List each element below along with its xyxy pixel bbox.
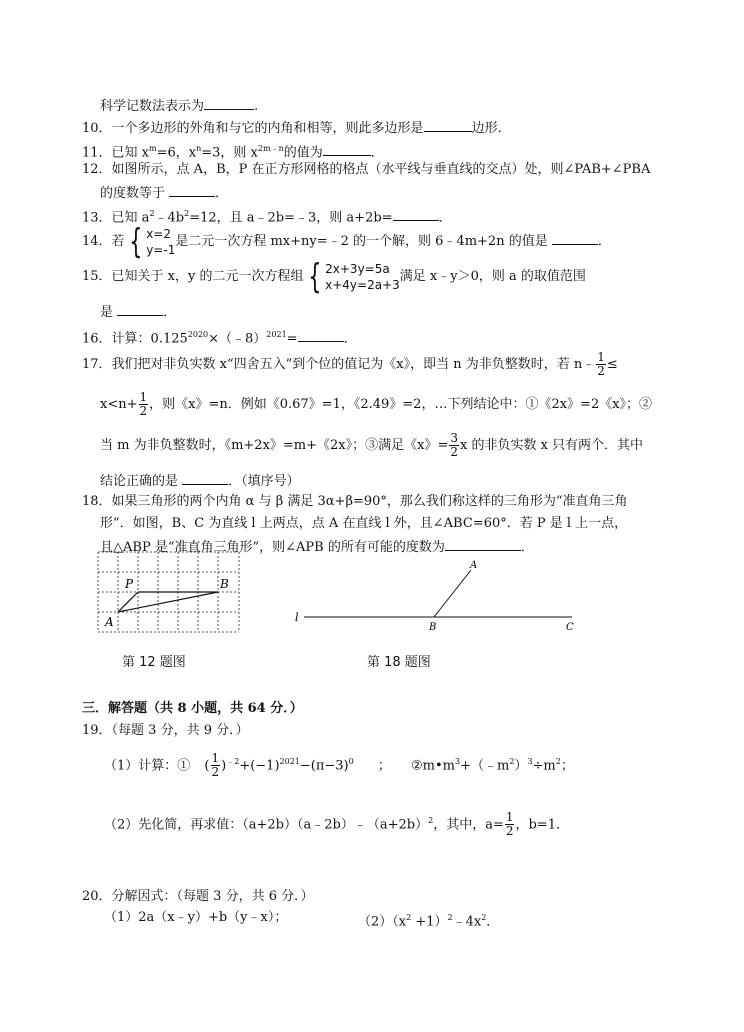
q14-num: 14．: [82, 234, 112, 249]
q19-p2-frac: [505, 811, 515, 838]
q19-sup-0: 0: [348, 757, 354, 766]
q18-line2: [100, 516, 627, 532]
q20-p2c: ﹣4x: [452, 914, 482, 930]
q14-post: 是二元一次方程 mx+ny=﹣2 的一个解，则 6﹣4m+2n 的值是: [175, 234, 548, 249]
q19-half: [211, 752, 221, 779]
q12-line1: [82, 162, 650, 178]
q11-end: ．: [370, 145, 384, 161]
q19-half-num: 1: [211, 751, 220, 766]
q19-head-text: （每题 3 分，共 9 分．）: [111, 723, 249, 738]
q14-blank[interactable]: [552, 232, 598, 245]
q18-blank[interactable]: [445, 538, 521, 551]
q16-text-a: 计算：0.125: [111, 331, 188, 347]
q19-p2-frac-num: 1: [505, 810, 514, 825]
q20-p2s1: 2: [406, 913, 412, 922]
q16-text-c: =: [286, 331, 298, 347]
q17-frac1-num: 1: [597, 350, 605, 364]
q19-p1b-a: ②m•m: [411, 758, 455, 774]
q11-sup1: m: [149, 144, 157, 153]
q16-sup2: 2021: [266, 330, 287, 339]
q15-num: 15．: [82, 269, 112, 284]
q19-part2: [104, 807, 569, 839]
q18-text-line3: 且△ABP 是“准直角三角形”，则∠APB 的所有可能的度数为: [100, 540, 445, 555]
q17-frac1: [596, 351, 606, 378]
q17-line1: [82, 351, 618, 378]
q17-text-l1b: ≤: [606, 357, 618, 372]
q17-frac2: [139, 391, 149, 418]
q19-p2-sup: 2: [428, 816, 434, 825]
brace-icon: {: [128, 221, 142, 262]
q20-part1: （1）2a（x﹣y）+b（y﹣x）；: [104, 910, 288, 925]
q10-text: 一个多边形的外角和与它的内角和相等，则此多边形是: [111, 121, 424, 136]
q17-text-l2a: x<n+: [100, 397, 138, 412]
q13-text-a: 已知 a: [111, 210, 150, 226]
q20-head: [82, 889, 314, 905]
q19-p1b-s2: 2: [509, 757, 515, 766]
q19-p1-label: （1）计算：①: [104, 758, 191, 774]
q17-text-l3a: 当 m 为非负整数时，《m+2x》=m+《2x》；③满足《x》=: [100, 438, 449, 453]
q17-frac3-den: 2: [450, 445, 458, 459]
q17-text-l2b: ，则《x》=n．例如《0.67》=1，《2.49》=2，…下列结论中：①《2x》=2《x》；②: [149, 397, 653, 412]
q17-line2: [100, 391, 652, 418]
q12-line2: [100, 184, 228, 202]
q11-text-a: 已知 x: [111, 145, 150, 161]
q12-end: ．: [215, 186, 229, 201]
q14-eq2: y=-1: [146, 242, 176, 257]
fig12-caption: 第 12 题图: [122, 655, 186, 670]
q15-post: 满足 x﹣y＞0，则 a 的取值范围: [399, 269, 586, 284]
q10-blank[interactable]: [424, 119, 472, 132]
fig12-grid-figure: [96, 550, 242, 634]
q13-sup2: 2: [184, 209, 190, 218]
q19-sup-neg2: ﹣2: [226, 757, 240, 766]
q17-text-l4: 结论正确的是: [100, 474, 179, 489]
q16-text-b: ×（﹣8）: [208, 331, 267, 347]
q19-p1b-e: ；: [560, 758, 574, 774]
q20-part2: [358, 910, 499, 930]
q19-p1-mid2: −(π−3): [299, 758, 349, 774]
q19-part1: （1）计算：① ( $\frac{1}{2}$ )$^{﹣2}+(-1)^{2021}-(\pi-3)^0$ ； $②m•m^3+(﹣m^2)^3\div m^2$；: [104, 751, 574, 780]
q14-end: ．: [597, 234, 611, 249]
q19-p1b-b: +（﹣m: [460, 758, 510, 774]
q17-frac3-num: 3: [450, 431, 458, 445]
q18-num: 18．: [82, 494, 112, 509]
q10-end: 边形．: [471, 121, 511, 136]
q17-text-l1a: 我们把对非负实数 x“四舍五入”到个位的值记为《x》，即当 n 为非负整数时，若 n﹣: [111, 357, 596, 372]
q20-p2s3: 2: [481, 913, 487, 922]
q19-head: [82, 723, 249, 739]
q14: [82, 221, 611, 262]
q19-p2-frac-den: 2: [505, 824, 514, 839]
q13-text-b: ﹣4b: [154, 210, 185, 226]
q16-blank[interactable]: [298, 329, 344, 342]
q15-eq1: 2x+3y=5a: [325, 261, 390, 276]
q14-system: [125, 221, 176, 262]
q9-blank[interactable]: [204, 97, 254, 110]
q17-line3: [100, 432, 643, 459]
q17-frac2-den: 2: [139, 404, 148, 418]
ray-ba: [434, 570, 471, 617]
q20-p2s2: 2: [447, 913, 453, 922]
q15-line2: [100, 303, 176, 321]
q17-frac1-den: 2: [597, 364, 605, 378]
fig12-label-a: A: [105, 615, 114, 629]
q19-half-den: 2: [211, 765, 220, 780]
q18-line1: [82, 494, 628, 510]
q11-blank[interactable]: [323, 143, 371, 156]
q15-eq2: x+4y=2a+3: [325, 277, 400, 292]
q18-text-line2: 形”．如图，B、C 为直线 l 上两点，点 A 在直线 l 外，且∠ABC=60°．若 P 是 l 上一点，: [100, 516, 628, 531]
q13-end: ．: [438, 210, 452, 226]
q11-sup3: 2m﹣n: [257, 144, 284, 153]
q17-text-l4end: ．（填序号）: [228, 474, 300, 489]
q19-p2c: ，b=1．: [515, 817, 569, 833]
q9-end: .: [254, 99, 259, 114]
q18-text-line1: 如果三角形的两个内角 α 与 β 满足 3α+β=90°，那么我们称这样的三角形为“准直角三角: [111, 494, 628, 509]
q9-text: 科学记数法表示为: [100, 99, 205, 114]
fig18-label-a: A: [470, 560, 478, 571]
q13-num: 13．: [82, 210, 112, 226]
fig12-label-p: P: [125, 577, 134, 591]
q20-head-text: 分解因式：（每题 3 分，共 6 分．）: [111, 889, 314, 904]
q19-p2a: （2）先化简，再求值：（a+2b）（a﹣2b）﹣（a+2b）: [104, 817, 429, 833]
q11: [82, 141, 384, 161]
q13-text-c: =12，且 a﹣2b=﹣3，则 a+2b=: [189, 210, 393, 226]
triangle-pab: [118, 592, 218, 612]
q11-num: 11．: [82, 145, 112, 161]
q12-text-line1: 如图所示，点 A，B，P 在正方形网格的格点（水平线与垂直线的交点）处，则∠PAB+∠PBA: [111, 162, 651, 177]
fig18-label-l: l: [295, 611, 299, 624]
fig18-label-c: C: [566, 622, 574, 632]
q10-num: 10．: [82, 121, 112, 136]
q19-sup-2021: 2021: [279, 757, 300, 766]
q10: [82, 119, 511, 137]
q11-sup2: n: [196, 144, 202, 153]
q13-sup1: 2: [149, 209, 155, 218]
q12-num: 12．: [82, 162, 112, 177]
fig18-caption: 第 18 题图: [367, 655, 431, 670]
q11-text-c: =3，则 x: [201, 145, 258, 161]
q19-p1b-s1: 3: [455, 757, 461, 766]
q15: [82, 256, 586, 297]
q12-blank[interactable]: [169, 184, 215, 197]
q16-num: 16．: [82, 331, 112, 347]
q17-text-l3b: x 的非负实数 x 只有两个．其中: [460, 438, 644, 453]
q17-frac3: [449, 432, 459, 459]
q19-num: 19．: [82, 723, 112, 738]
q15-blank[interactable]: [117, 303, 163, 316]
q20-p2b: +1）: [411, 914, 448, 930]
q11-text-d: 的值为: [283, 145, 323, 161]
brace-icon: {: [307, 256, 321, 297]
q20-p2d: ．: [486, 914, 500, 930]
q16-end: ．: [343, 331, 357, 347]
fig18-figure: [290, 558, 590, 632]
q19-p1b-s4: 2: [555, 757, 561, 766]
fig12-label-b: B: [220, 577, 229, 591]
q19-p1b-c: ）: [514, 758, 528, 774]
q15-text-line2: 是: [100, 305, 114, 320]
q19-p1b-s3: 3: [527, 757, 533, 766]
q19-p1b-d: ÷m: [532, 758, 556, 774]
q16: [82, 327, 357, 347]
q18-end: ．: [520, 540, 534, 555]
q11-text-b: =6，x: [156, 145, 197, 161]
q17-frac2-num: 1: [139, 390, 148, 404]
q14-eq1: x=2: [146, 226, 171, 241]
section3-title: 三．解答题（共 8 小题，共 64 分．）: [82, 701, 303, 716]
q17-line4: [100, 472, 300, 490]
fig18-label-b: B: [429, 622, 437, 632]
q19-p2b: ，其中，a=: [433, 817, 504, 833]
q16-sup1: 2020: [187, 330, 209, 339]
q9-tail: [100, 97, 258, 115]
q15-end: ．: [163, 305, 177, 320]
q12-text-line2: 的度数等于: [100, 186, 166, 201]
q13-blank[interactable]: [393, 208, 439, 221]
q17-num: 17．: [82, 357, 112, 372]
q19-p1-mid: +(−1): [239, 758, 280, 774]
q15-pre: 已知关于 x，y 的二元一次方程组: [111, 269, 304, 284]
q20-num: 20．: [82, 889, 112, 904]
q20-p2a: （2）（x: [358, 914, 407, 930]
q19-p1-sep: ；: [377, 758, 391, 774]
q17-blank[interactable]: [182, 472, 228, 485]
q15-system: [304, 256, 400, 297]
q14-pre: 若: [111, 234, 125, 249]
